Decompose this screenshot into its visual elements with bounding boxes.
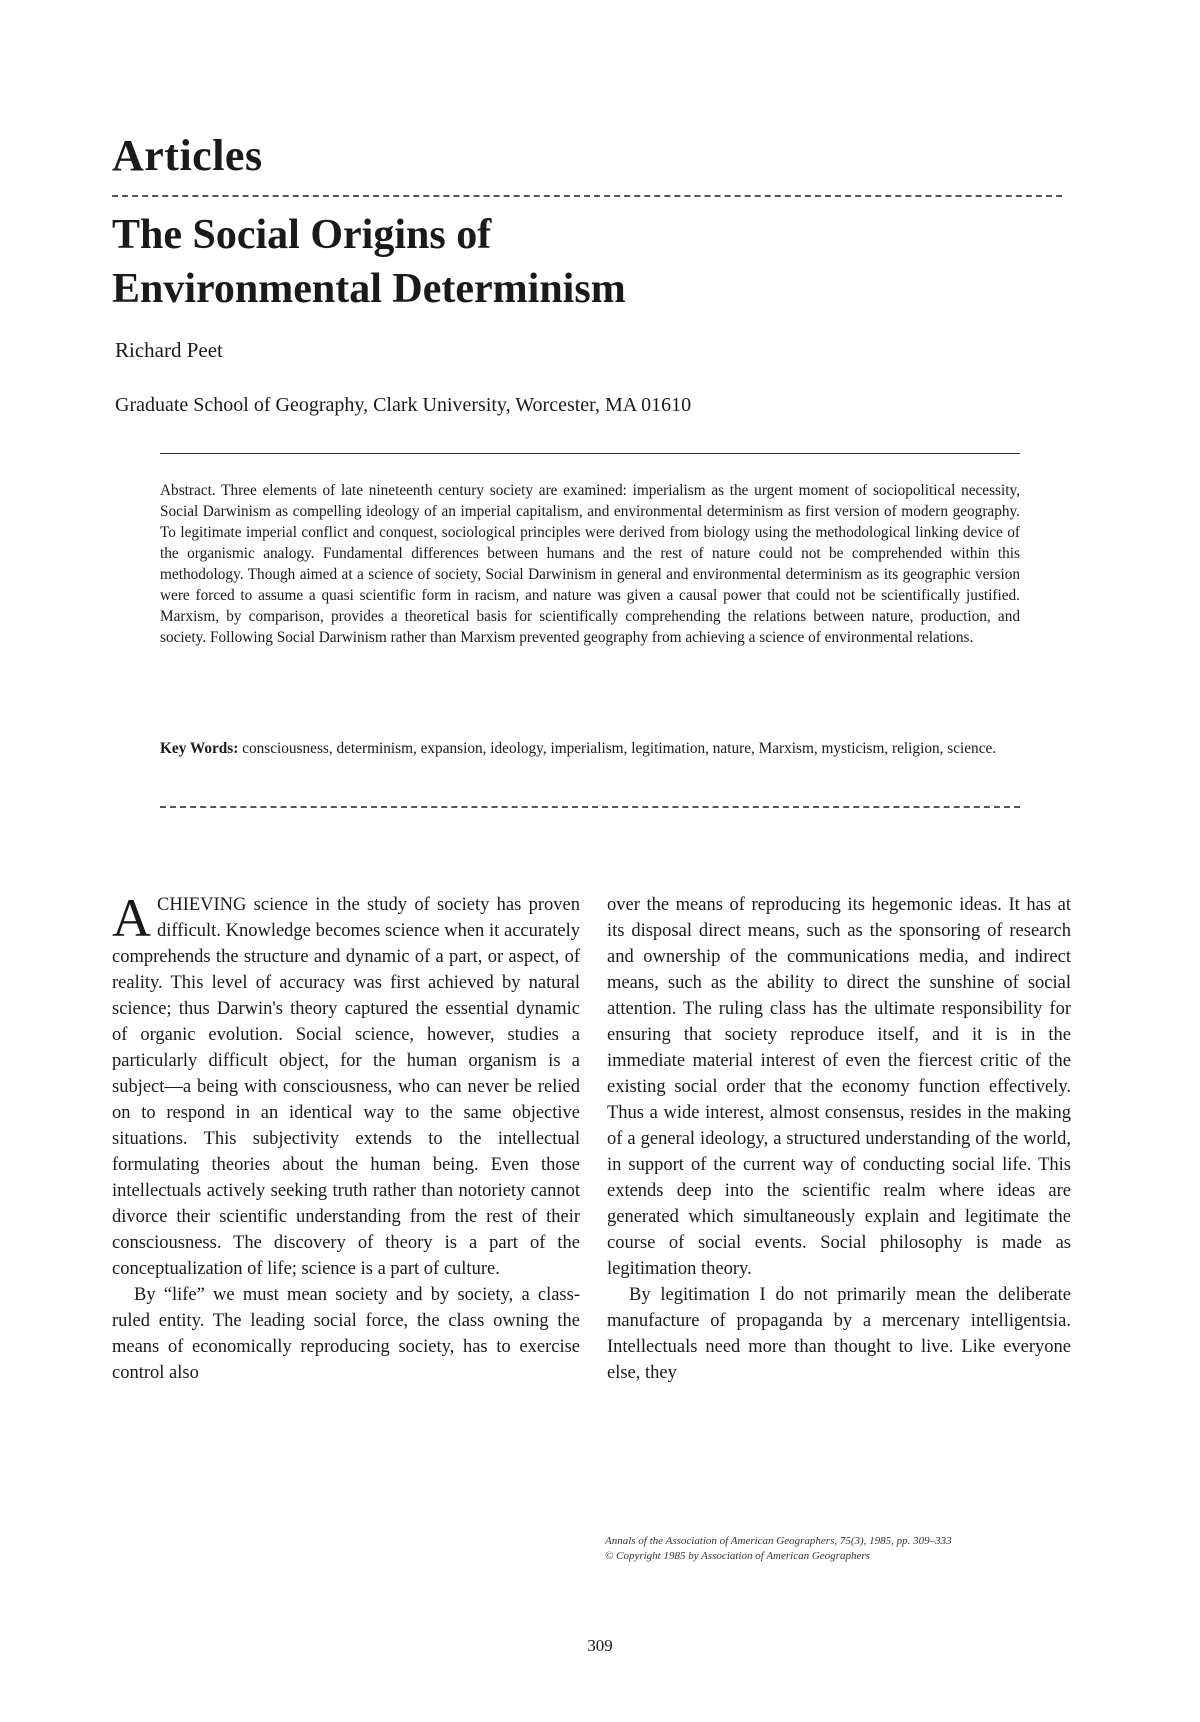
author-affiliation: Graduate School of Geography, Clark University, Worcester, MA 01610 xyxy=(115,394,692,416)
drop-cap: A xyxy=(112,888,151,948)
title-line-1: The Social Origins of xyxy=(112,212,492,258)
body-column-right xyxy=(607,892,1071,1386)
author-name: Richard Peet xyxy=(115,338,223,362)
abstract-top-rule xyxy=(160,453,1020,454)
keywords-text: consciousness, determinism, expansion, ideology, imperialism, legitimation, nature, Marxism, mysticism, religion, science. xyxy=(242,740,997,757)
section-divider xyxy=(112,195,1062,197)
journal-citation xyxy=(605,1534,1070,1564)
body-paragraph xyxy=(112,888,580,1282)
abstract-label: Abstract. xyxy=(160,482,216,499)
abstract-bottom-rule xyxy=(160,806,1020,808)
abstract xyxy=(160,480,1020,648)
paragraph-text: CHIEVING science in the study of society has proven difficult. Knowledge becomes science when it accurately comprehends the structure and dynamic of a part, or aspect, of reality. This level of accuracy was first achieved by natural science; thus Darwin's theory captured the essential dynamic of organic evolution. Social science, however, studies a particularly difficult object, for the human organism is a subject—a being with consciousness, who can never be relied on to respond in an identical way to the same objective situations. This subjectivity extends to the intellectual formulating theories about the human being. Even those intellectuals actively seeking truth rather than notoriety cannot divorce their scientific understanding from the rest of their consciousness. The discovery of theory is a part of the conceptualization of life; science is a part of culture. xyxy=(112,895,580,1279)
section-label: Articles xyxy=(112,131,263,180)
body-paragraph: By “life” we must mean society and by society, a class-ruled entity. The leading social force, the class owning the means of economically reproducing society, has to exercise control also xyxy=(112,1285,580,1383)
body-paragraph: By legitimation I do not primarily mean the deliberate manufacture of propaganda by a mercenary intelligentsia. Intellectuals need more than thought to live. Like everyone else, they xyxy=(607,1285,1071,1383)
article-title xyxy=(112,208,626,316)
body-paragraph: over the means of reproducing its hegemonic ideas. It has at its disposal direct means, such as the sponsoring of research and ownership of the communications media, and indirect means, such as the ability to direct the sunshine of social attention. The ruling class has the ultimate responsibility for ensuring that society reproduce itself, and it is in the immediate material interest of even the fiercest critic of the existing social order that the economy function effectively. Thus a wide interest, almost consensus, resides in the making of a general ideology, a structured understanding of the world, in support of the current way of conducting social life. This extends deep into the scientific realm where ideas are generated which simultaneously explain and legitimate the course of social events. Social philosophy is made as legitimation theory. xyxy=(607,895,1071,1279)
page-number: 309 xyxy=(587,1636,613,1655)
keywords-label: Key Words: xyxy=(160,740,239,757)
citation-line-1: Annals of the Association of American Geographers, 75(3), 1985, pp. 309–333 xyxy=(605,1535,952,1547)
title-line-2: Environmental Determinism xyxy=(112,266,626,312)
keywords xyxy=(160,738,1020,759)
body-column-left xyxy=(112,888,580,1386)
abstract-text: Three elements of late nineteenth century society are examined: imperialism as the urgent moment of sociopolitical necessity, Social Darwinism as compelling ideology of an imperial capitalism, and environmental determinism as first version of modern geography. To legitimate imperial conflict and conquest, sociological principles were derived from biology using the methodological linking device of the organismic analogy. Fundamental differences between humans and the rest of nature could not be comprehended within this methodology. Though aimed at a science of society, Social Darwinism in general and environmental determinism as its geographic version were forced to assume a quasi scientific form in racism, and nature was given a causal power that could not be scientifically justified. Marxism, by comparison, provides a theoretical basis for scientifically comprehending the relations between nature, production, and society. Following Social Darwinism rather than Marxism prevented geography from achieving a science of environmental relations. xyxy=(160,482,1020,646)
citation-line-2: © Copyright 1985 by Association of American Geographers xyxy=(605,1550,870,1562)
